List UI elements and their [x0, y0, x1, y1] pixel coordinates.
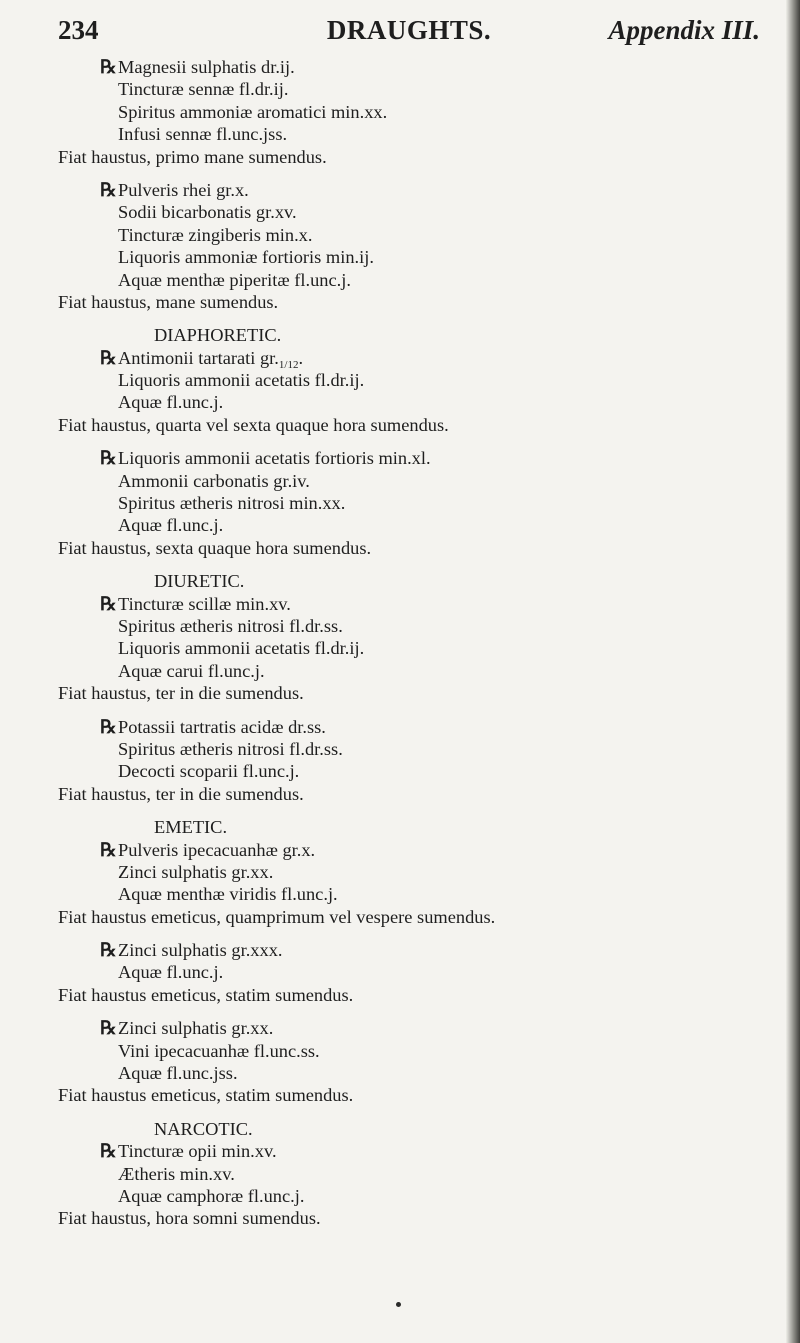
recipe-spacer	[58, 168, 778, 179]
recipe-first-ingredient	[58, 716, 778, 738]
ingredient-text: Tincturæ sennæ fl.dr.ij.	[118, 79, 289, 100]
ingredient-text: Pulveris rhei gr.x.	[118, 179, 249, 200]
recipe-symbol: ℞	[100, 347, 117, 368]
directions-line: Fiat haustus, ter in die sumendus.	[58, 683, 304, 704]
directions-line: Fiat haustus, primo mane sumendus.	[58, 146, 327, 167]
recipe-first-ingredient	[58, 1140, 778, 1162]
directions-line: Fiat haustus, mane sumendus.	[58, 291, 279, 312]
ingredient-line	[58, 1062, 778, 1084]
ingredient-line	[58, 123, 778, 145]
section-spacer	[58, 1107, 778, 1118]
recipe-first-ingredient	[58, 1017, 778, 1039]
ingredient-line	[58, 615, 778, 637]
recipe-first-ingredient	[58, 179, 778, 201]
ingredient-line	[58, 269, 778, 291]
directions-line: Fiat haustus, quarta vel sexta quaque hora sumendus.	[58, 414, 449, 435]
ingredient-text: Spiritus ætheris nitrosi min.xx.	[118, 493, 346, 514]
ingredient-line	[58, 101, 778, 123]
recipe-first-ingredient	[58, 447, 778, 469]
ingredient-text: Sodii bicarbonatis gr.xv.	[118, 202, 297, 223]
ingredient-line	[58, 883, 778, 905]
recipe-spacer	[58, 928, 778, 939]
recipe-symbol: ℞	[100, 716, 117, 737]
recipe-symbol: ℞	[100, 179, 117, 200]
ingredient-line	[58, 391, 778, 413]
ingredient-text: Ætheris min.xv.	[118, 1163, 235, 1184]
recipe-spacer	[58, 705, 778, 716]
ingredient-text: Liquoris ammonii acetatis fl.dr.ij.	[118, 370, 365, 391]
recipe-symbol: ℞	[100, 1141, 117, 1162]
ingredient-text: Spiritus ammoniæ aromatici min.xx.	[118, 101, 388, 122]
section-spacer	[58, 805, 778, 816]
ingredient-text: Potassii tartratis acidæ dr.ss.	[118, 716, 326, 737]
recipe-first-ingredient	[58, 593, 778, 615]
ingredient-text: Infusi sennæ fl.unc.jss.	[118, 124, 288, 145]
recipe-spacer	[58, 436, 778, 447]
directions-line: Fiat haustus, ter in die sumendus.	[58, 783, 304, 804]
section-label: Appendix III.	[608, 15, 760, 45]
ingredient-text: Aquæ camphoræ fl.unc.j.	[118, 1185, 305, 1206]
ingredient-text: Zinci sulphatis gr.xx.	[118, 861, 274, 882]
directions-line: Fiat haustus emeticus, statim sumendus.	[58, 984, 354, 1005]
dose-fraction: 1/12	[278, 358, 299, 371]
ingredient-line	[58, 760, 778, 782]
recipe-first-ingredient: ℞Antimonii tartarati $gr._{1/12}$.	[100, 347, 304, 371]
ingredient-text: Aquæ menthæ viridis fl.unc.j.	[118, 884, 338, 905]
ingredient-text: Liquoris ammonii acetatis fortioris min.xl.	[118, 448, 431, 469]
ingredient-text: Liquoris ammonii acetatis fl.dr.ij.	[118, 638, 365, 659]
ingredient-line	[58, 369, 778, 391]
ingredient-text: Decocti scoparii fl.unc.j.	[118, 761, 300, 782]
section-spacer	[58, 313, 778, 324]
ingredient-line	[58, 201, 778, 223]
section-heading: DIAPHORETIC.	[154, 325, 282, 346]
page-body	[58, 56, 778, 1230]
section-spacer	[58, 559, 778, 570]
ingredient-text: Tincturæ opii min.xv.	[118, 1141, 277, 1162]
running-title: DRAUGHTS.	[326, 15, 492, 45]
recipe-first-ingredient	[58, 939, 778, 961]
ingredient-line	[58, 637, 778, 659]
ingredient-line	[58, 224, 778, 246]
ingredient-text: Aquæ fl.unc.j.	[118, 392, 224, 413]
ingredient-line	[58, 738, 778, 760]
ingredient-line	[58, 246, 778, 268]
recipe-symbol: ℞	[100, 940, 117, 961]
ink-spot	[396, 1302, 401, 1307]
directions-line: Fiat haustus, sexta quaque hora sumendus.	[58, 537, 372, 558]
ingredient-text: Spiritus ætheris nitrosi fl.dr.ss.	[118, 615, 343, 636]
directions-line: Fiat haustus emeticus, quamprimum vel vespere sumendus.	[58, 906, 496, 927]
ingredient-text: Zinci sulphatis gr.xx.	[118, 1018, 274, 1039]
recipe-symbol: ℞	[100, 1018, 117, 1039]
ingredient-line	[58, 961, 778, 983]
page-number: 234	[58, 15, 99, 45]
ingredient-text: Zinci sulphatis gr.xxx.	[118, 940, 283, 961]
ingredient-text: Aquæ menthæ piperitæ fl.unc.j.	[118, 269, 351, 290]
ingredient-line	[58, 78, 778, 100]
ingredient-line	[58, 1185, 778, 1207]
directions-line: Fiat haustus emeticus, statim sumendus.	[58, 1085, 354, 1106]
ingredient-text: Tincturæ scillæ min.xv.	[118, 593, 291, 614]
ingredient-text: Antimonii tartarati gr.	[118, 347, 279, 368]
ingredient-text: Liquoris ammoniæ fortioris min.ij.	[118, 247, 374, 268]
recipe-spacer	[58, 1006, 778, 1017]
ingredient-text: Ammonii carbonatis gr.iv.	[118, 470, 310, 491]
ingredient-line	[58, 514, 778, 536]
section-heading: NARCOTIC.	[154, 1118, 253, 1139]
ingredient-line	[58, 660, 778, 682]
ingredient-line	[58, 492, 778, 514]
ingredient-text: Vini ipecacuanhæ fl.unc.ss.	[118, 1040, 320, 1061]
recipe-first-ingredient	[58, 839, 778, 861]
ingredient-line	[58, 1163, 778, 1185]
recipe-first-ingredient	[58, 56, 778, 78]
directions-line: Fiat haustus, hora somni sumendus.	[58, 1208, 321, 1229]
ingredient-text: Aquæ fl.unc.jss.	[118, 1063, 238, 1084]
ingredient-text: Aquæ carui fl.unc.j.	[118, 660, 265, 681]
recipe-symbol: ℞	[100, 57, 117, 77]
section-heading: EMETIC.	[154, 817, 228, 838]
ingredient-text: Aquæ fl.unc.j.	[118, 515, 224, 536]
ingredient-line	[58, 861, 778, 883]
ingredient-text: Spiritus ætheris nitrosi fl.dr.ss.	[118, 738, 343, 759]
ingredient-text: Tincturæ zingiberis min.x.	[118, 224, 313, 245]
section-heading: DIURETIC.	[154, 571, 245, 592]
recipe-symbol: ℞	[100, 839, 117, 860]
page-edge-shadow	[786, 0, 800, 1343]
recipe-symbol: ℞	[100, 593, 117, 614]
ingredient-text: Aquæ fl.unc.j.	[118, 962, 224, 983]
page-header	[58, 10, 760, 50]
ingredient-text: Pulveris ipecacuanhæ gr.x.	[118, 839, 316, 860]
ingredient-line	[58, 1040, 778, 1062]
ingredient-line	[58, 470, 778, 492]
recipe-symbol: ℞	[100, 448, 117, 469]
ingredient-text: Magnesii sulphatis dr.ij.	[118, 57, 295, 77]
